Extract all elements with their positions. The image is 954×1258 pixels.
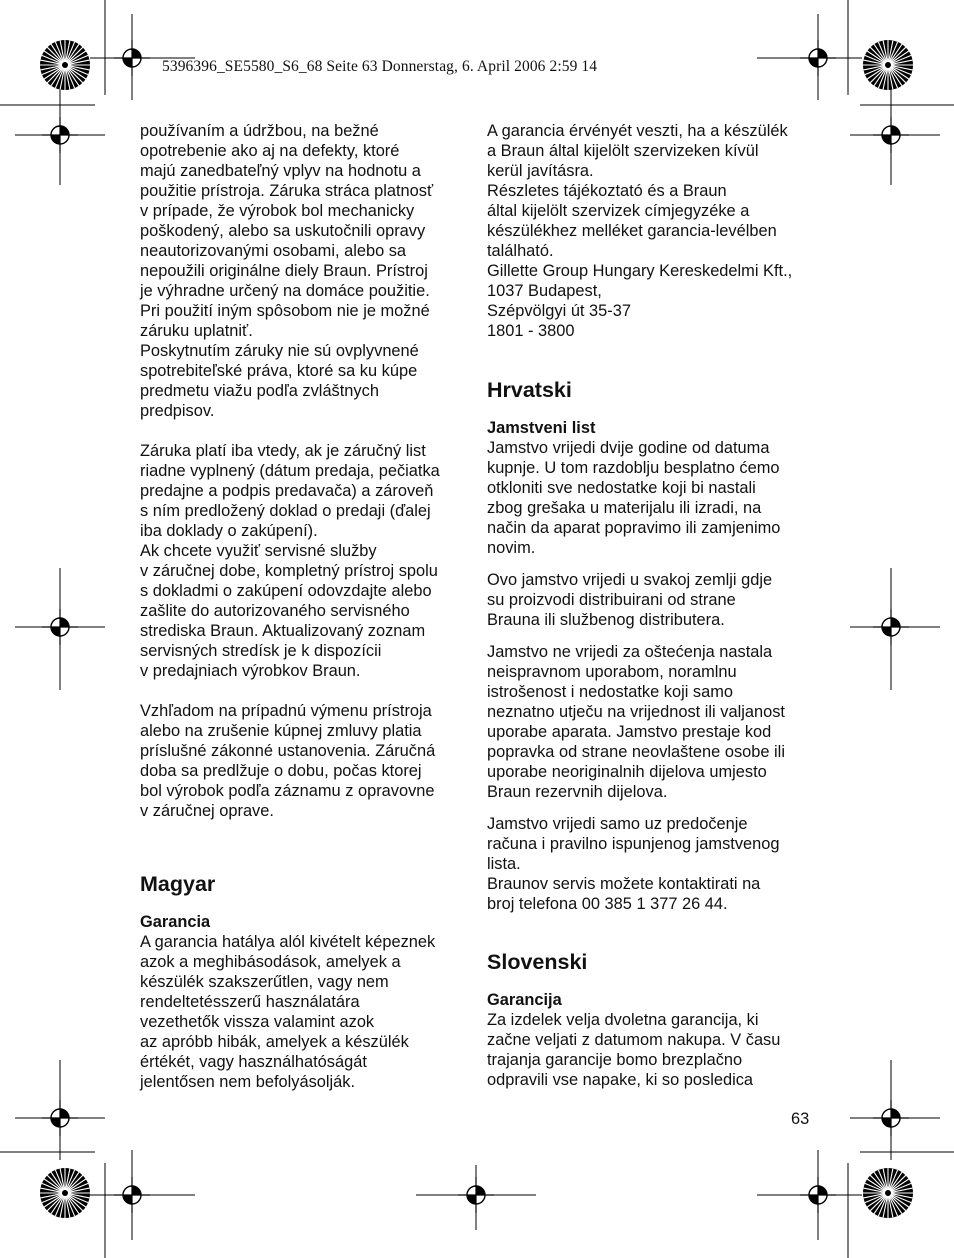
registration-mark — [42, 609, 78, 645]
starburst-mark-top-left — [40, 40, 90, 90]
starburst-mark-bottom-left — [40, 1168, 90, 1218]
body-paragraph: Ovo jamstvo vrijedi u svakoj zemlji gdje su proizvodi distribuirani od strane Brauna ili službenog distributera. — [487, 571, 773, 629]
starburst-mark-bottom-right — [863, 1168, 913, 1218]
registration-mark — [800, 1177, 836, 1213]
subheading-garancija: Garancija — [487, 991, 562, 1009]
body-paragraph: Záruka platí iba vtedy, ak je záručný list riadne vyplnený (dátum predaja, pečiatka predajne a podpis predavača) a zároveň s ním predložený doklad o predaji (ďalej iba doklady o zakúpení). Ak chcete využiť servisné služby v záručnej dobe, kompletný prístroj spolu s dokladmi o zakúpení odovzdajte alebo zašlite do autorizovaného servisného strediska Braun. Aktualizovaný zoznam servisných stredísk je k dispozícii v predajniach výrobkov Braun. — [140, 442, 440, 680]
print-info-header: 5396396_SE5580_S6_68 Seite 63 Donnerstag, 6. April 2006 2:59 14 — [162, 58, 598, 75]
section-heading-magyar: Magyar — [140, 872, 216, 896]
section-heading-hrvatski: Hrvatski — [487, 378, 572, 402]
body-paragraph: Jamstvo vrijedi samo uz predočenje računa i pravilno ispunjenog jamstvenog lista. Braunov servis možete kontaktirati na broj telefona 00 385 1 377 26 44. — [487, 815, 780, 913]
left-column — [140, 121, 470, 1092]
registration-mark — [42, 117, 78, 153]
registration-mark — [873, 117, 909, 153]
registration-mark — [458, 1177, 494, 1213]
body-paragraph: Jamstvo vrijedi dvije godine od datuma kupnje. U tom razdoblju besplatno ćemo otkloniti sve nedostatke koji bi nastali zbog grešaka u materijalu ili izradi, na način da aparat popravimo ili zamjenimo novim. — [487, 439, 781, 557]
registration-mark — [873, 609, 909, 645]
body-paragraph: Jamstvo ne vrijedi za oštećenja nastala neispravnom uporabom, noramlnu istrošenost i nedostatke koji samo neznatno utječu na vrijednost ili valjanost uporabe aparata. Jamstvo prestaje kod popravka od strane neovlaštene osobe ili uporabe neoriginalnih dijelova umjesto Braun rezervnih dijelova. — [487, 643, 785, 801]
page-number: 63 — [791, 1110, 810, 1128]
registration-mark — [114, 1177, 150, 1213]
section-heading-slovenski: Slovenski — [487, 950, 588, 974]
body-paragraph: A garancia érvényét veszti, ha a készülék a Braun által kijelölt szervizeken kívül kerül javításra. Részletes tájékoztató és a Braun által kijelölt szervizek címjegyzéke a készülékhez melléket garancia-levélben található. Gillette Group Hungary Kereskedelmi Kft., 1037 Budapest, Szépvölgyi út 35-37 1801 - 3800 — [487, 122, 793, 340]
registration-mark — [114, 40, 150, 76]
subheading-jamstveni-list: Jamstveni list — [487, 419, 596, 437]
body-paragraph: používaním a údržbou, na bežné opotrebenie ako aj na defekty, ktoré majú zanedbateľný vplyv na hodnotu a použitie prístroja. Záruka stráca platnosť v prípade, že výrobok bol mechanicky poškodený, alebo sa uskutočnili opravy neautorizovanými osobami, alebo sa nepoužili originálne diely Braun. Prístroj je výhradne určený na domáce použitie. Pri použití iným spôsobom nie je možné záruku uplatniť. Poskytnutím záruky nie sú ovplyvnené spotrebiteľské práva, ktoré sa ku kúpe predmetu viažu podľa zvláštnych predpisov. — [140, 122, 434, 420]
starburst-mark-top-right — [863, 40, 913, 90]
body-paragraph: A garancia hatálya alól kivételt képeznek azok a meghibásodások, amelyek a készülék szakszerűtlen, vagy nem rendeltetésszerű használatára vezethetők vissza valamint azok az apróbb hibák, amelyek a készülék értékét, vagy használhatóságát jelentősen nem befolyásolják. — [140, 933, 436, 1091]
right-column — [487, 121, 822, 1090]
body-paragraph: Vzhľadom na prípadnú výmenu prístroja alebo na zrušenie kúpnej zmluvy platia príslušné zákonné ustanovenia. Záručná doba sa predlžuje o dobu, počas ktorej bol výrobok podľa záznamu z opravovne v záručnej oprave. — [140, 702, 436, 820]
body-paragraph: Za izdelek velja dvoletna garancija, ki začne veljati z datumom nakupa. V času trajanja garancije bomo brezplačno odpravili vse napake, ki so posledica — [487, 1011, 781, 1089]
registration-mark — [42, 1100, 78, 1136]
registration-mark — [800, 40, 836, 76]
registration-mark — [873, 1100, 909, 1136]
subheading-garancia: Garancia — [140, 913, 211, 931]
